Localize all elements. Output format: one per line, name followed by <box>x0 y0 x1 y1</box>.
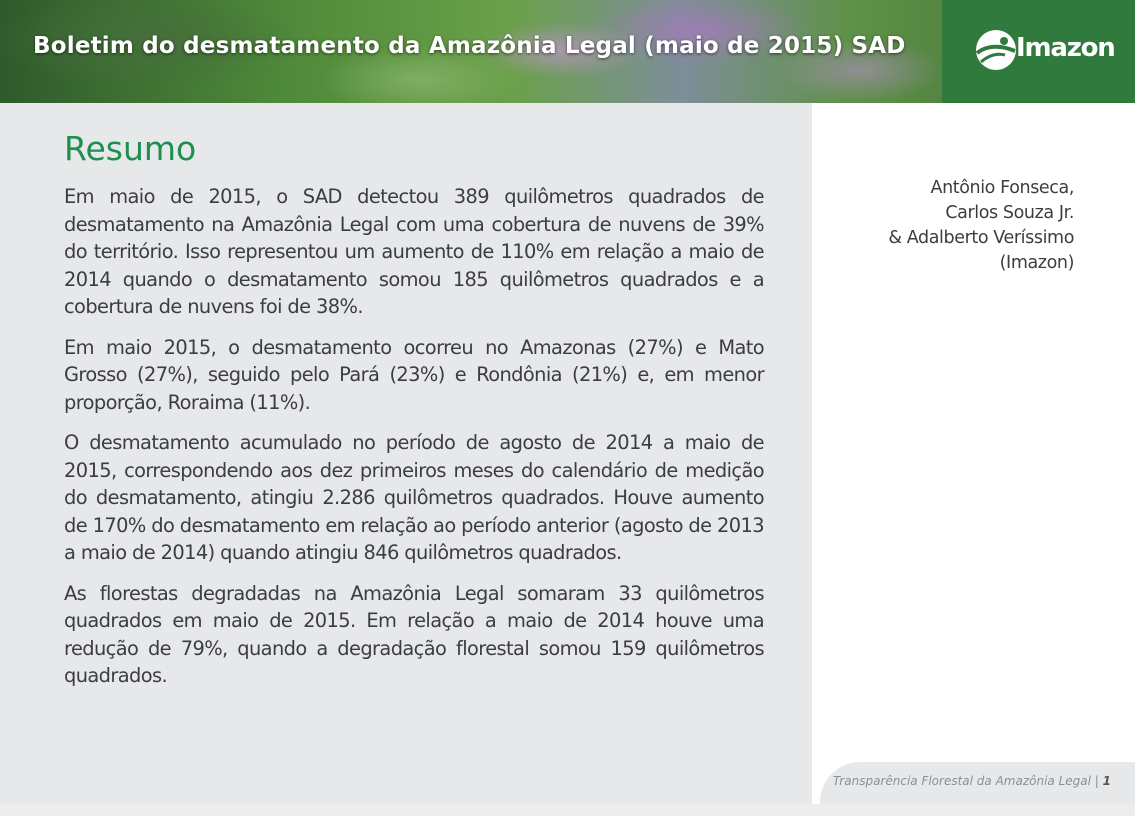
logo-text: Imazon <box>1016 33 1115 63</box>
summary-paragraph: Em maio 2015, o desmatamento ocorreu no Amazonas (27%) e Mato Grosso (27%), seguido pelo Pará (23%) e Rondônia (21%) e, em menor proporção, Roraima (11%). <box>64 335 764 414</box>
summary-paragraph: O desmatamento acumulado no período de agosto de 2014 a maio de 2015, correspondendo aos dez primeiros meses do calendário de medição do desmatamento, atingiu 2.286 quilômetros quadrados. Houve aumento de 170% do desmatamento em relação ao período anterior (agosto de 2013 a maio de 2014) quando atingiu 846 quilômetros quadrados. <box>64 431 764 564</box>
header-banner <box>0 0 1135 103</box>
footer-publication-name: Transparência Florestal da Amazônia Legal | <box>832 774 1099 788</box>
summary-paragraphs <box>64 183 764 703</box>
author-line: Antônio Fonseca, <box>930 178 1074 198</box>
document-title: Boletim do desmatamento da Amazônia Legal (maio de 2015) SAD <box>33 33 906 59</box>
section-title: Resumo <box>64 129 197 168</box>
summary-paragraph: As florestas degradadas na Amazônia Legal somaram 33 quilômetros quadrados em maio de 2015. Em relação a maio de 2014 houve uma redução de 79%, quando a degradação florestal somou 159 quilômetros quadrados. <box>64 581 764 687</box>
summary-panel <box>0 103 812 804</box>
authors-block <box>888 176 1074 276</box>
summary-paragraph: Em maio de 2015, o SAD detectou 389 quilômetros quadrados de desmatamento na Amazônia Legal com uma cobertura de nuvens de 39% do território. Isso representou um aumento de 110% em relação a maio de 2014 quando o desmatamento somou 185 quilômetros quadrados e a cobertura de nuvens foi de 38%. <box>64 185 764 318</box>
author-line: & Adalberto Veríssimo <box>888 228 1074 248</box>
footer-caption <box>833 774 1111 788</box>
page-number: 1 <box>1102 774 1111 788</box>
footer-tab <box>820 762 1135 804</box>
author-line: (Imazon) <box>999 253 1074 273</box>
author-line: Carlos Souza Jr. <box>945 203 1074 223</box>
imazon-logo[interactable] <box>942 0 1135 103</box>
imazon-logo-icon <box>975 29 1017 71</box>
bottom-strip <box>0 804 1135 816</box>
